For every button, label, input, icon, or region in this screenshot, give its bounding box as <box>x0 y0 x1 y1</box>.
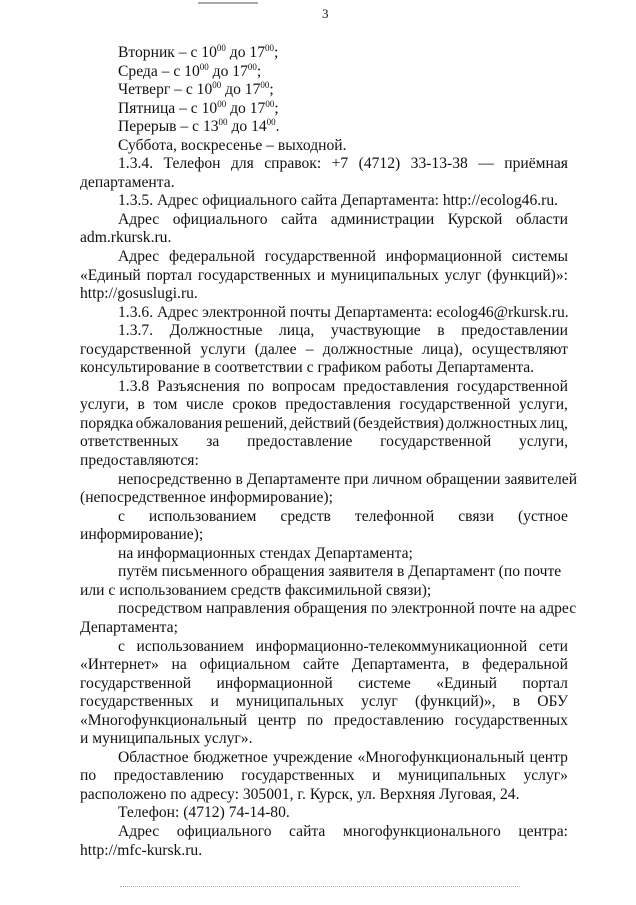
clarifications-paragraph-cont: услуги, в том числе сроков предоставления государственной услуги, <box>80 396 568 414</box>
clarifications-paragraph-cont: предоставляются: <box>80 452 199 470</box>
schedule-line: Четверг – с $10^{00}$ до $17^{00}$; <box>118 80 274 99</box>
method-item: посредством направления обращения по электронной почте на адрес <box>118 600 577 618</box>
scan-mark-bottom <box>120 886 520 888</box>
method-item-cont: информирование); <box>80 526 204 544</box>
weekend-line: Суббота, воскресенье – выходной. <box>118 136 347 154</box>
method-item-cont: или с использованием средств факсимильной связи); <box>80 581 432 599</box>
page-number: 3 <box>322 6 329 21</box>
mfc-paragraph: Областное бюджетное учреждение «Многофункциональный центр <box>118 748 568 766</box>
federal-portal-cont: «Единый портал государственных и муниципальных услуг (функций)»: <box>80 266 568 284</box>
method-item-cont: «Интернет» на официальном сайте Департамента, в федеральной <box>80 656 568 674</box>
schedule-line: Вторник – с $10^{00}$ до $17^{00}$; <box>118 43 279 61</box>
method-item: с использованием средств телефонной связи (устное <box>118 507 568 525</box>
federal-portal-url: http://gosuslugi.ru. <box>80 285 198 303</box>
schedule-line: Среда – с $10^{00}$ до $17^{00}$; <box>118 61 262 80</box>
method-item: путём письменного обращения заявителя в Департамент (по почте <box>118 563 562 581</box>
federal-portal-paragraph: Адрес федеральной государственной информационной системы <box>118 248 568 266</box>
officials-paragraph-cont: консультирование в соответствии с графиком работы Департамента. <box>80 359 535 377</box>
mfc-paragraph-cont: по предоставлению государственных и муниципальных услуг» <box>80 767 568 785</box>
method-item-cont: Департамента; <box>80 618 178 636</box>
website-paragraph: 1.3.5. Адрес официального сайта Департамента: http://ecolog46.ru. <box>118 192 559 210</box>
clarifications-paragraph-cont: ответственных за предоставление государственной услуги, <box>80 433 568 451</box>
method-item: непосредственно в Департаменте при личном обращении заявителей <box>118 470 578 488</box>
scan-mark <box>198 2 258 4</box>
mfc-site-url: http://mfc-kursk.ru. <box>80 841 203 859</box>
method-item-cont: государственной информационной системе «Единый портал <box>80 674 568 692</box>
method-item: на информационных стендах Департамента; <box>118 544 413 562</box>
admin-site-paragraph: Адрес официального сайта администрации Курской области <box>118 210 568 228</box>
schedule-line: Пятница – с $10^{00}$ до $17^{00}$; <box>118 98 279 117</box>
schedule-line: Перерыв – с $13^{00}$ до $14^{00}$. <box>118 117 280 136</box>
mfc-site-paragraph: Адрес официального сайта многофункционального центра: <box>118 822 568 840</box>
method-item: с использованием информационно-телекоммуникационной сети <box>118 637 568 655</box>
email-paragraph: 1.3.6. Адрес электронной почты Департамента: ecolog46@rkursk.ru. <box>118 303 569 321</box>
phone-paragraph: 1.3.4. Телефон для справок: +7 (4712) 33-13-38 — приёмная <box>118 155 568 173</box>
officials-paragraph-cont: государственной услуги (далее – должностные лица), осуществляют <box>80 340 568 358</box>
officials-paragraph: 1.3.7. Должностные лица, участвующие в предоставлении <box>118 322 568 340</box>
mfc-phone: Телефон: (4712) 74-14-80. <box>118 804 290 822</box>
clarifications-paragraph: 1.3.8 Разъяснения по вопросам предоставления государственной <box>118 377 568 395</box>
admin-site-url: adm.rkursk.ru. <box>80 229 172 247</box>
method-item-cont: государственных и муниципальных услуг (функций)», в ОБУ <box>80 693 568 711</box>
method-item-cont: и муниципальных услуг». <box>80 730 253 748</box>
method-item-cont: (непосредственное информирование); <box>80 489 333 507</box>
mfc-address: расположено по адресу: 305001, г. Курск, ул. Верхняя Луговая, 24. <box>80 785 520 803</box>
document-body <box>80 43 578 860</box>
method-item-cont: «Многофункциональный центр по предоставлению государственных <box>80 711 568 729</box>
phone-paragraph-cont: департамента. <box>80 173 175 191</box>
clarifications-paragraph-cont: порядка обжалования решений, действий (бездействия) должностных лиц, <box>80 414 568 432</box>
